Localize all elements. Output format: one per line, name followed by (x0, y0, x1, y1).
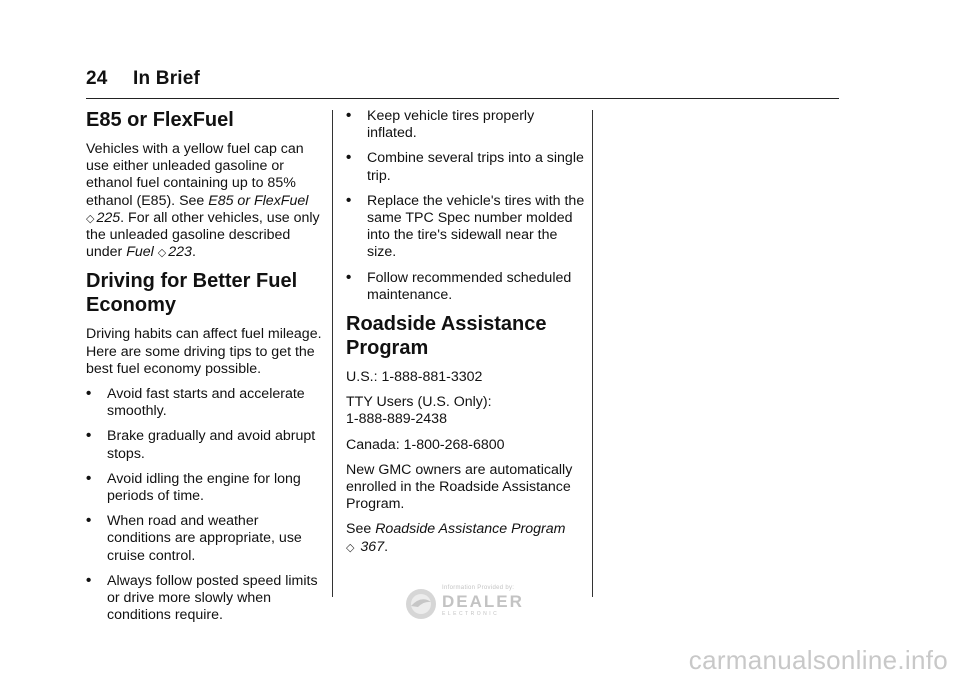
heading-e85: E85 or FlexFuel (86, 109, 234, 131)
page-ref-icon: ◇ (157, 246, 167, 260)
bullet-icon: • (346, 268, 352, 286)
ref-e85-title[interactable]: E85 or FlexFuel (208, 192, 309, 209)
heading-roadside: Roadside Assistance Program (346, 313, 547, 360)
phone-us: U.S.: 1-888-881-3302 (346, 369, 483, 386)
bullet-icon: • (346, 149, 352, 167)
list-item: • Always follow posted speed limits or drive more slowly when conditions require. (86, 571, 318, 624)
column-middle (346, 108, 586, 564)
list-item: • Brake gradually and avoid abrupt stops. (86, 427, 316, 462)
paragraph-enroll: New GMC owners are automatically enrolled in the Roadside Assistance Program. (346, 461, 573, 513)
watermark-provided-by: Information Provided by: (442, 585, 515, 591)
ref-fuel-page[interactable]: 223 (168, 244, 192, 261)
site-watermark: carmanualsonline.info (688, 645, 948, 675)
fuel-tips-list (86, 386, 322, 624)
page-number: 24 (86, 68, 108, 89)
paragraph-see-roadside: See Roadside Assistance Program ◇ 367. (346, 521, 566, 555)
bullet-icon: • (86, 469, 92, 487)
watermark-dealer-sub: ELECTRONIC (442, 611, 500, 617)
page-header (86, 68, 200, 90)
column-divider-right (592, 110, 593, 597)
fuel-tips-list-continued (346, 108, 586, 304)
watermark-dealer: DEALER (442, 592, 524, 611)
section-title: In Brief (133, 68, 201, 89)
bullet-icon: • (86, 571, 92, 589)
header-rule (86, 98, 839, 99)
list-item: • When road and weather conditions are appropriate, use cruise control. (86, 512, 302, 564)
dealer-logo-icon (404, 587, 438, 621)
ref-fuel-title[interactable]: Fuel (126, 244, 154, 261)
bullet-icon: • (86, 385, 92, 403)
bullet-icon: • (86, 427, 92, 445)
list-item: • Combine several trips into a single trip. (346, 149, 584, 184)
paragraph-fuel-economy: Driving habits can affect fuel mileage. Here are some driving tips to get the best fuel economy possible. (86, 326, 322, 377)
ref-roadside-page[interactable]: 367 (360, 538, 385, 555)
bullet-icon: • (346, 107, 352, 124)
column-divider-left (332, 110, 333, 597)
paragraph-e85: Vehicles with a yellow fuel cap can use either unleaded gasoline or ethanol fuel containing up to 85% ethanol (E85). See E85 or FlexFuel ◇ 225. For all other vehicles, use only the unleaded gasoline described under Fuel ◇ 223. (86, 141, 320, 261)
list-item: • Avoid idling the engine for long periods of time. (86, 469, 301, 505)
bullet-icon: • (86, 512, 92, 530)
ref-e85-page[interactable]: 225 (96, 209, 121, 226)
heading-fuel-economy: Driving for Better Fuel Economy (86, 270, 298, 317)
ref-roadside-title[interactable]: Roadside Assistance Program (375, 521, 566, 538)
list-item: • Follow recommended scheduled maintenance. (346, 268, 572, 303)
dealer-watermark (404, 585, 550, 621)
page-ref-icon: ◇ (346, 540, 355, 554)
list-item: • Avoid fast starts and accelerate smoothly. (86, 385, 305, 420)
page-ref-icon: ◇ (86, 211, 95, 225)
column-left (86, 108, 322, 632)
list-item: • Keep vehicle tires properly inflated. (346, 107, 535, 142)
list-item: • Replace the vehicle's tires with the same TPC Spec number molded into the tire's sidewall near the size. (346, 191, 585, 261)
phone-tty: TTY Users (U.S. Only): 1-888-889-2438 (346, 394, 492, 428)
bullet-icon: • (346, 191, 352, 209)
phone-canada: Canada: 1-800-268-6800 (346, 436, 505, 453)
